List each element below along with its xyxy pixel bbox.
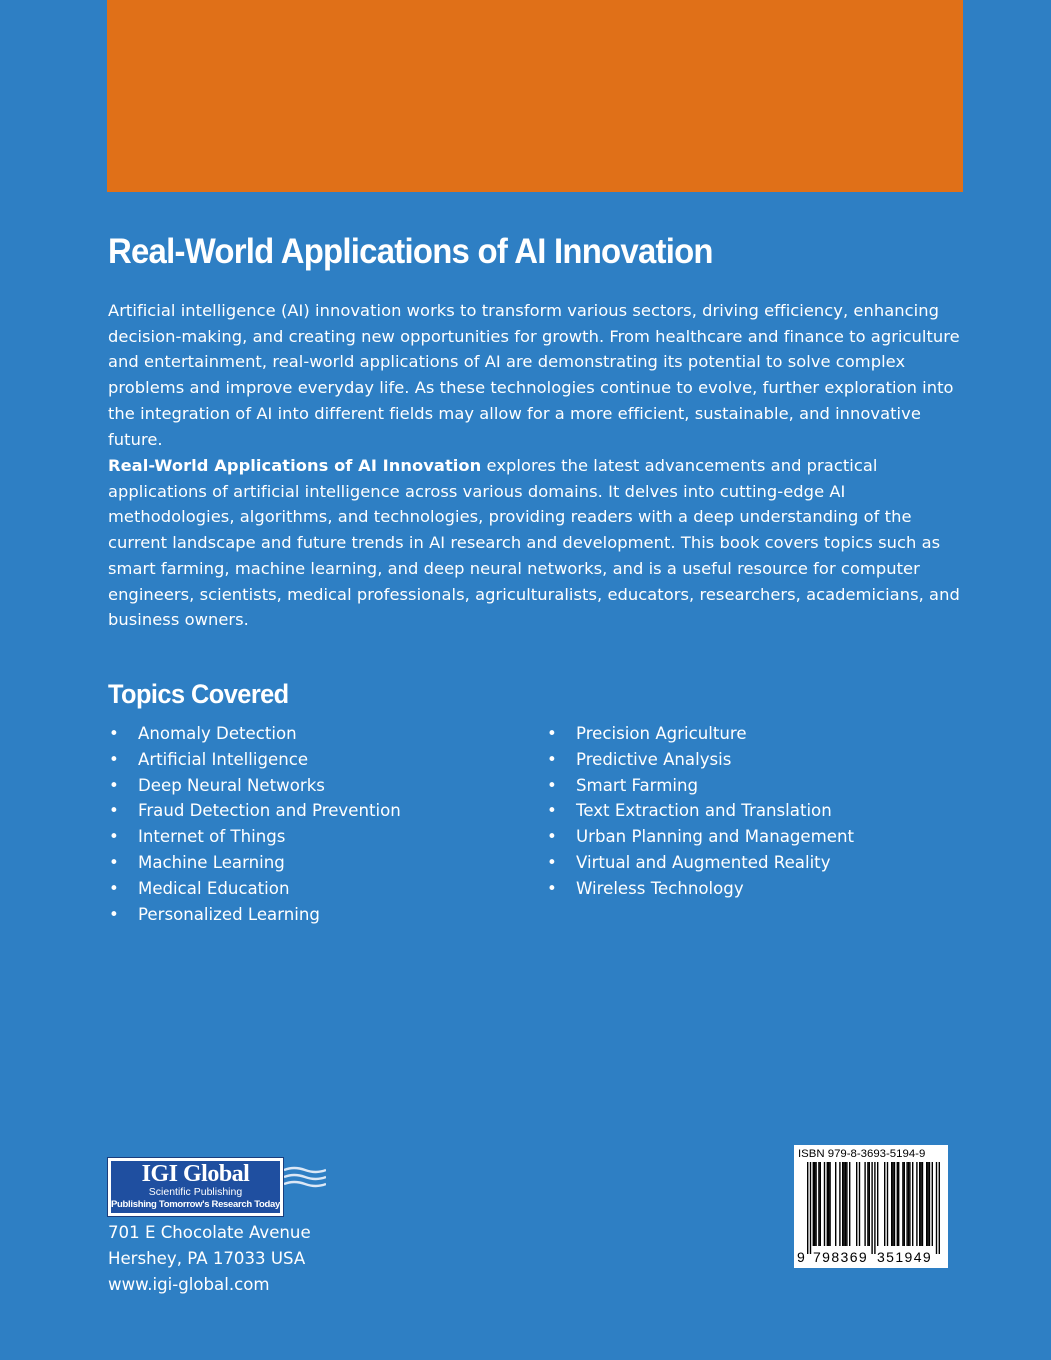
barcode-bar bbox=[814, 1162, 815, 1246]
barcode-bar bbox=[909, 1162, 910, 1246]
topic-item bbox=[546, 850, 854, 876]
barcode-bar bbox=[897, 1162, 898, 1246]
bullet-icon: • bbox=[547, 801, 557, 821]
bullet-icon: • bbox=[547, 878, 557, 898]
publisher-logo-name: IGI Global bbox=[141, 1161, 250, 1187]
barcode-digit-group-2: 798369 bbox=[813, 1249, 869, 1265]
topic-label: Anomaly Detection bbox=[138, 724, 297, 743]
topic-label: Wireless Technology bbox=[576, 878, 744, 898]
topic-item bbox=[546, 876, 854, 902]
barcode-bar bbox=[912, 1162, 913, 1246]
topic-item bbox=[546, 798, 854, 824]
isbn-label: ISBN 979-8-3693-5194-9 bbox=[798, 1148, 926, 1160]
barcode-bar bbox=[887, 1162, 888, 1246]
topic-item bbox=[108, 747, 401, 773]
publisher-address bbox=[108, 1220, 311, 1297]
barcode-bar bbox=[871, 1162, 872, 1254]
topic-label: Text Extraction and Translation bbox=[576, 801, 832, 821]
barcode-bar bbox=[845, 1162, 846, 1246]
barcode-bar bbox=[892, 1162, 893, 1246]
barcode-bar bbox=[829, 1162, 830, 1246]
barcode-bar bbox=[894, 1162, 895, 1246]
barcode-bar bbox=[939, 1162, 940, 1254]
bullet-icon: • bbox=[109, 724, 119, 743]
topic-item bbox=[546, 721, 854, 747]
topic-label: Deep Neural Networks bbox=[138, 775, 325, 795]
topic-label: Fraud Detection and Prevention bbox=[138, 801, 401, 821]
topic-item bbox=[546, 747, 854, 773]
barcode-bar bbox=[849, 1162, 850, 1246]
barcode-bar bbox=[843, 1162, 844, 1246]
barcode-bar bbox=[813, 1162, 814, 1246]
barcode-bar bbox=[926, 1162, 927, 1246]
intro-paragraph: Artificial intelligence (AI) innovation works to transform various sectors, driving efficiency, enhancing decision-making, and creating new opportunities for growth. From healthcare and finance to agriculture and entertainment, real-world applications of AI are demonstrating its potential to solve complex problems and improve everyday life. As these technologies continue to evolve, further exploration into the integration of AI into different fields may allow for a more efficient, sustainable, and innovative future. bbox=[108, 301, 960, 449]
bullet-icon: • bbox=[547, 775, 557, 795]
bullet-icon: • bbox=[109, 878, 119, 898]
barcode-bar bbox=[807, 1162, 808, 1254]
topic-item bbox=[108, 721, 401, 747]
barcode-bar bbox=[828, 1162, 829, 1246]
publisher-logo-waves-icon bbox=[284, 1166, 326, 1192]
publisher-logo bbox=[107, 1157, 284, 1217]
barcode-bar bbox=[908, 1162, 909, 1246]
description-paragraph bbox=[108, 453, 968, 633]
topic-label: Medical Education bbox=[138, 878, 290, 898]
bullet-icon: • bbox=[547, 827, 557, 847]
barcode-bar bbox=[929, 1162, 930, 1246]
barcode-bar bbox=[818, 1162, 819, 1246]
barcode-bar bbox=[842, 1162, 843, 1246]
barcode-bar bbox=[864, 1162, 865, 1246]
bullet-icon: • bbox=[547, 724, 557, 743]
bullet-icon: • bbox=[109, 801, 119, 821]
barcode-bar bbox=[902, 1162, 903, 1246]
barcode-digit-group-1: 9 bbox=[797, 1249, 805, 1265]
barcode-bar bbox=[877, 1162, 878, 1246]
barcode-bar bbox=[827, 1162, 828, 1246]
barcode-bar bbox=[859, 1162, 860, 1246]
barcode-bar bbox=[906, 1162, 907, 1246]
topic-item bbox=[546, 773, 854, 799]
topic-label: Precision Agriculture bbox=[576, 724, 747, 743]
topic-label: Virtual and Augmented Reality bbox=[576, 852, 831, 872]
address-street: 701 E Chocolate Avenue bbox=[108, 1223, 311, 1242]
topic-label: Smart Farming bbox=[576, 775, 699, 795]
barcode-bar bbox=[919, 1162, 920, 1246]
book-title: Real-World Applications of AI Innovation bbox=[108, 232, 713, 271]
bullet-icon: • bbox=[109, 749, 119, 769]
barcode-bars bbox=[802, 1162, 942, 1254]
barcode-bar bbox=[874, 1162, 875, 1254]
topic-item bbox=[546, 824, 854, 850]
publisher-logo-tagline: Publishing Tomorrow's Research Today bbox=[111, 1199, 280, 1210]
barcode-bar bbox=[920, 1162, 921, 1246]
barcode-bar bbox=[867, 1162, 868, 1246]
topic-label: Artificial Intelligence bbox=[138, 749, 309, 769]
bullet-icon: • bbox=[109, 904, 119, 924]
topic-item bbox=[108, 824, 401, 850]
barcode-bar bbox=[922, 1162, 923, 1246]
topic-item bbox=[108, 773, 401, 799]
topic-item bbox=[108, 850, 401, 876]
barcode-digit-group-3: 351949 bbox=[877, 1249, 933, 1265]
publisher-logo-subtitle: Scientific Publishing bbox=[148, 1186, 243, 1198]
barcode-bar bbox=[835, 1162, 836, 1246]
bullet-icon: • bbox=[547, 852, 557, 872]
barcode-bar bbox=[824, 1162, 825, 1246]
topic-label: Predictive Analysis bbox=[576, 749, 732, 769]
bullet-icon: • bbox=[109, 827, 119, 847]
barcode-bar bbox=[820, 1162, 821, 1246]
barcode-bar bbox=[856, 1162, 857, 1246]
cover-color-band bbox=[107, 0, 963, 192]
topics-heading: Topics Covered bbox=[108, 679, 289, 709]
address-city: Hershey, PA 17033 USA bbox=[108, 1248, 306, 1268]
barcode-bar bbox=[869, 1162, 870, 1246]
publisher-website: www.igi-global.com bbox=[108, 1274, 270, 1294]
topics-list-right bbox=[546, 721, 854, 902]
barcode-bar bbox=[815, 1162, 816, 1246]
barcode-bar bbox=[916, 1162, 917, 1246]
barcode-bar bbox=[936, 1162, 937, 1254]
barcode-bar bbox=[891, 1162, 892, 1246]
isbn-barcode bbox=[794, 1145, 948, 1268]
barcode-bar bbox=[927, 1162, 928, 1246]
barcode-bar bbox=[932, 1162, 933, 1246]
topic-item bbox=[108, 902, 401, 928]
description-body: explores the latest advancements and practical applications of artificial intelligence across various domains. It delves into cutting-edge AI methodologies, algorithms, and technologies, providing readers with a deep understanding of the current landscape and future trends in AI research and development. This book covers topics such as smart farming, machine learning, and deep neural networks, and is a useful resource for computer engineers, scientists, medical professionals, agriculturalists, educators, researchers, academicians, and business owners. bbox=[108, 456, 960, 630]
topic-label: Personalized Learning bbox=[138, 904, 320, 924]
topic-label: Internet of Things bbox=[138, 827, 286, 847]
bullet-icon: • bbox=[109, 852, 119, 872]
topic-label: Urban Planning and Management bbox=[576, 827, 855, 847]
topic-item bbox=[108, 798, 401, 824]
barcode-bar bbox=[846, 1162, 847, 1246]
barcode-bar bbox=[898, 1162, 899, 1246]
bullet-icon: • bbox=[109, 775, 119, 795]
description-lead-title: Real-World Applications of AI Innovation bbox=[108, 456, 482, 475]
barcode-bar bbox=[904, 1162, 905, 1246]
topic-item bbox=[108, 876, 401, 902]
barcode-bar bbox=[839, 1162, 840, 1246]
barcode-bar bbox=[884, 1162, 885, 1246]
topic-label: Machine Learning bbox=[138, 852, 285, 872]
bullet-icon: • bbox=[547, 749, 557, 769]
topics-list-left bbox=[108, 721, 401, 927]
publisher-logo-panel bbox=[111, 1161, 280, 1213]
barcode-bar bbox=[810, 1162, 811, 1254]
